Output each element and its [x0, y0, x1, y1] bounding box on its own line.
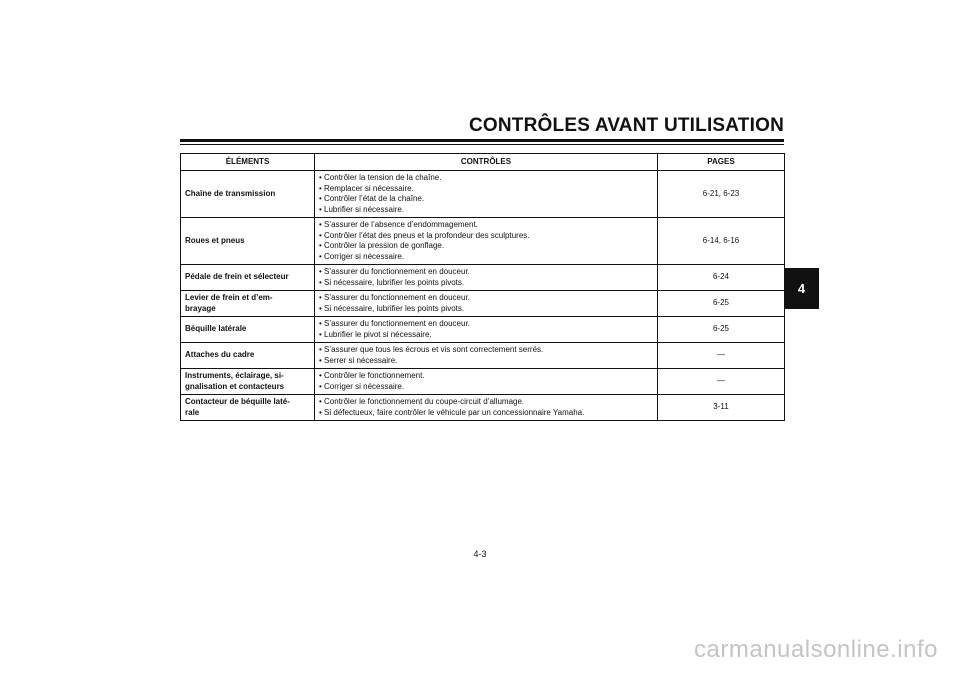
check-item: • S’assurer de l’absence d’endommagement.: [319, 220, 653, 231]
check-item: • S’assurer que tous les écrous et vis sont correctement serrés.: [319, 345, 653, 356]
check-item: • Lubrifier si nécessaire.: [319, 205, 653, 216]
check-list: [319, 345, 653, 366]
row-checks: [315, 171, 658, 218]
row-item-name: Béquille latérale: [181, 317, 315, 343]
row-checks: [315, 265, 658, 291]
pre-operation-checks-table: [180, 153, 785, 421]
table-row: [181, 171, 785, 218]
check-list: [319, 293, 653, 314]
row-item-name: Chaîne de transmission: [181, 171, 315, 218]
row-item-name: Attaches du cadre: [181, 343, 315, 369]
row-checks: [315, 218, 658, 265]
check-item: • Remplacer si nécessaire.: [319, 184, 653, 195]
row-pages: 3-11: [658, 395, 785, 421]
row-pages: 6-14, 6-16: [658, 218, 785, 265]
table-row: [181, 343, 785, 369]
table-row: [181, 317, 785, 343]
page-number: 4-3: [473, 549, 487, 559]
check-item: • Si défectueux, faire contrôler le véhicule par un concessionnaire Yamaha.: [319, 408, 653, 419]
row-checks: [315, 369, 658, 395]
row-checks: [315, 343, 658, 369]
check-item: • Contrôler le fonctionnement du coupe-circuit d’allumage.: [319, 397, 653, 408]
check-item: • S’assurer du fonctionnement en douceur.: [319, 293, 653, 304]
check-item: • S’assurer du fonctionnement en douceur.: [319, 267, 653, 278]
check-item: • Contrôler la pression de gonflage.: [319, 241, 653, 252]
row-checks: [315, 291, 658, 317]
column-header-pages: PAGES: [658, 154, 785, 171]
row-pages: 6-25: [658, 291, 785, 317]
column-header-checks: CONTRÔLES: [315, 154, 658, 171]
check-item: • Si nécessaire, lubrifier les points pivots.: [319, 304, 653, 315]
header-rule-thin: [180, 144, 784, 145]
table-row: [181, 265, 785, 291]
check-item: • Lubrifier le pivot si nécessaire.: [319, 330, 653, 341]
row-item-name: Pédale de frein et sélecteur: [181, 265, 315, 291]
page-title: CONTRÔLES AVANT UTILISATION: [468, 115, 784, 136]
chapter-tab: [784, 268, 819, 309]
row-item-name: Instruments, éclairage, si- gnalisation et contacteurs: [181, 369, 315, 395]
check-item: • Serrer si nécessaire.: [319, 356, 653, 367]
row-pages: —: [658, 369, 785, 395]
watermark: carmanualsonline.info: [694, 636, 938, 663]
check-item: • S’assurer du fonctionnement en douceur.: [319, 319, 653, 330]
table-row: [181, 395, 785, 421]
check-item: • Si nécessaire, lubrifier les points pivots.: [319, 278, 653, 289]
check-item: • Contrôler le fonctionnement.: [319, 371, 653, 382]
check-item: • Contrôler la tension de la chaîne.: [319, 173, 653, 184]
row-checks: [315, 317, 658, 343]
row-pages: 6-21, 6-23: [658, 171, 785, 218]
check-item: • Contrôler l’état des pneus et la profondeur des sculptures.: [319, 231, 653, 242]
column-header-items: ÉLÉMENTS: [181, 154, 315, 171]
table-row: [181, 291, 785, 317]
check-list: [319, 397, 653, 418]
table-row: [181, 369, 785, 395]
row-pages: 6-25: [658, 317, 785, 343]
row-checks: [315, 395, 658, 421]
check-list: [319, 319, 653, 340]
chapter-tab-label: 4: [797, 281, 806, 296]
check-item: • Corriger si nécessaire.: [319, 252, 653, 263]
check-item: • Corriger si nécessaire.: [319, 382, 653, 393]
check-list: [319, 371, 653, 392]
header-rule-thick: [180, 139, 784, 142]
check-list: [319, 173, 653, 215]
row-pages: —: [658, 343, 785, 369]
row-item-name: Contacteur de béquille laté- rale: [181, 395, 315, 421]
check-list: [319, 220, 653, 262]
check-list: [319, 267, 653, 288]
table-row: [181, 218, 785, 265]
row-item-name: Roues et pneus: [181, 218, 315, 265]
table-body: [181, 171, 785, 421]
row-item-name: Levier de frein et d’em- brayage: [181, 291, 315, 317]
check-item: • Contrôler l’état de la chaîne.: [319, 194, 653, 205]
row-pages: 6-24: [658, 265, 785, 291]
table-header-row: [181, 154, 785, 171]
